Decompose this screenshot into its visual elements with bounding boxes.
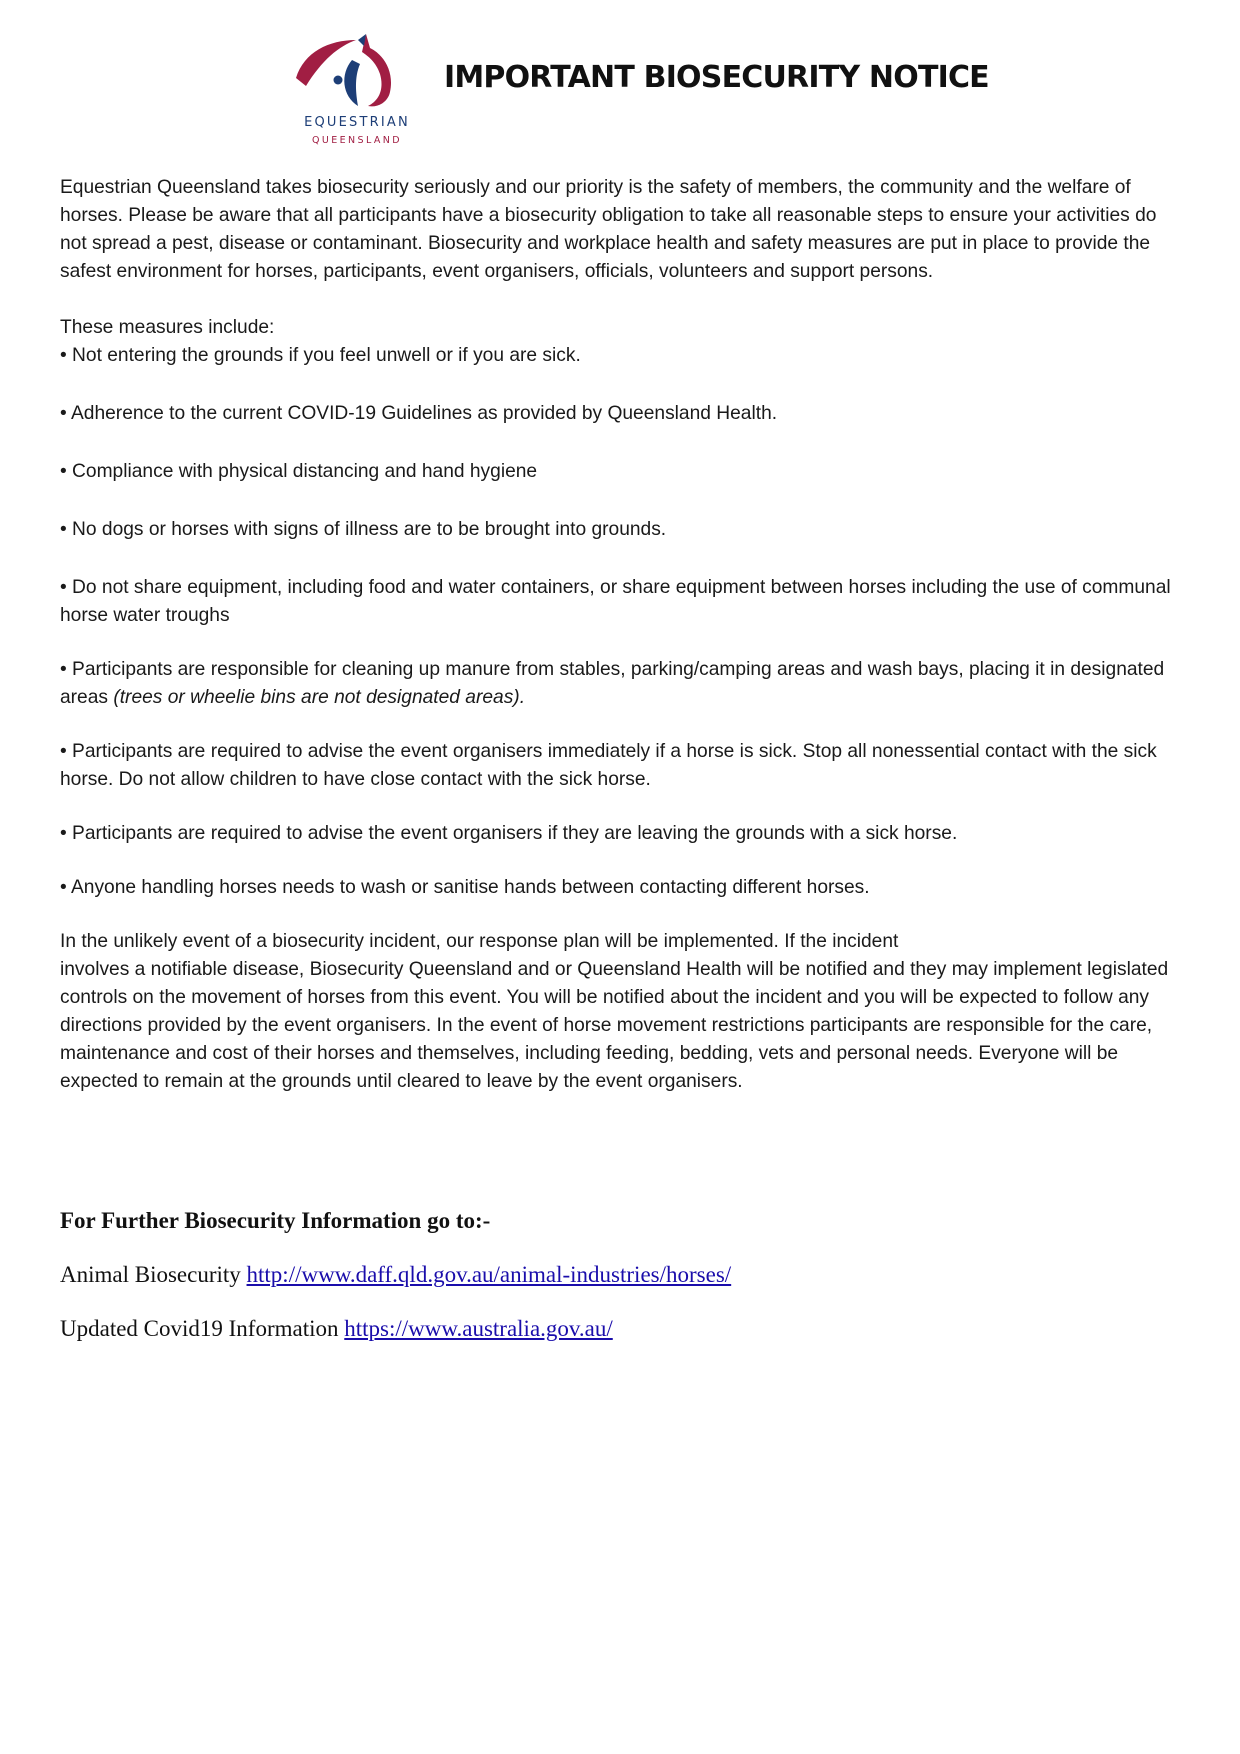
- closing-rest: involves a notifiable disease, Biosecurity Queensland and or Queensland Health will be notified and they may implement legislated controls on the movement of horses from this event. You will be notified about the incident and you will be expected to follow any directions provided by the event organisers. In the event of horse movement restrictions participants are responsible for the care, maintenance and cost of their horses and themselves, including feeding, bedding, vets and personal needs. Everyone will be expected to remain at the grounds until cleared to leave by the event organisers.: [60, 959, 1169, 1092]
- covid-info-link[interactable]: https://www.australia.gov.au/: [344, 1316, 613, 1341]
- bullet-italic-note: (trees or wheelie bins are not designated areas).: [113, 687, 526, 708]
- bullet-item: • Anyone handling horses needs to wash or sanitise hands between contacting different horses.: [60, 877, 870, 898]
- animal-biosecurity-link[interactable]: http://www.daff.qld.gov.au/animal-industries/horses/: [246, 1262, 732, 1287]
- link-label: Updated Covid19 Information: [60, 1316, 345, 1341]
- bullet-item: • Participants are required to advise the event organisers immediately if a horse is sick. Stop all nonessential contact with the sick horse. Do not allow children to have close contact with the sick horse.: [60, 741, 1157, 790]
- bullet-item: • No dogs or horses with signs of illness are to be brought into grounds.: [60, 519, 667, 540]
- bullet-item: • Compliance with physical distancing and hand hygiene: [60, 461, 538, 482]
- link-label: Animal Biosecurity: [60, 1262, 247, 1287]
- closing-first-line: In the unlikely event of a biosecurity incident, our response plan will be implemented. If the incident: [60, 931, 899, 952]
- bullet-item: • Do not share equipment, including food and water containers, or share equipment between horses including the use of communal horse water troughs: [60, 577, 1171, 626]
- bullet-item: • Not entering the grounds if you feel unwell or if you are sick.: [60, 345, 581, 366]
- bullet-item: [60, 656, 1188, 712]
- covid-info-line: [60, 1316, 613, 1342]
- further-info-heading: For Further Biosecurity Information go to:-: [60, 1208, 491, 1233]
- bullet-item: • Adherence to the current COVID-19 Guidelines as provided by Queensland Health.: [60, 403, 778, 424]
- logo-line-equestrian: EQUESTRIAN: [304, 115, 410, 130]
- bullet-item: • Participants are required to advise the event organisers if they are leaving the grounds with a sick horse.: [60, 823, 958, 844]
- equestrian-queensland-logo: [282, 30, 432, 155]
- page-title: IMPORTANT BIOSECURITY NOTICE: [444, 60, 989, 95]
- animal-biosecurity-line: [60, 1262, 731, 1288]
- notice-body: [60, 174, 1188, 1096]
- intro-paragraph: Equestrian Queensland takes biosecurity seriously and our priority is the safety of members, the community and the welfare of horses. Please be aware that all participants have a biosecurity obligation to take all reasonable steps to ensure your activities do not spread a pest, disease or contaminant. Biosecurity and workplace health and safety measures are put in place to provide the safest environment for horses, participants, event organisers, officials, volunteers and support persons.: [60, 177, 1157, 282]
- closing-paragraph: [60, 928, 1188, 1096]
- measures-heading: These measures include:: [60, 317, 275, 338]
- bullet-text: • Participants are responsible for cleaning up manure from stables, parking/camping areas and wash bays, placing it in designated areas: [60, 659, 1165, 708]
- horse-head-icon: [294, 30, 420, 114]
- logo-line-queensland: QUEENSLAND: [311, 135, 402, 146]
- header: [0, 30, 1240, 160]
